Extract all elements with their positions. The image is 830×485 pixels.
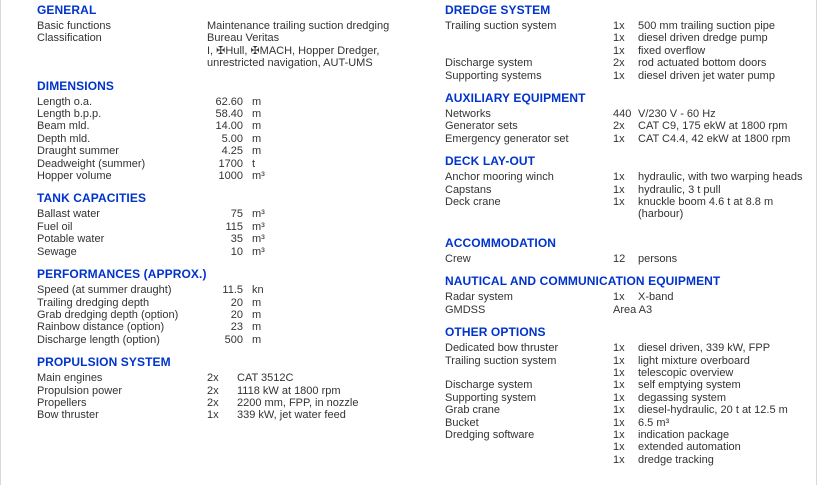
spec-unit: t (252, 157, 256, 170)
spec-value: 20 (230, 296, 243, 309)
section-right-1 (445, 92, 823, 145)
spec-label: Deadweight (summer) (37, 157, 146, 170)
spec-qty: 1x (613, 342, 625, 355)
spec-qty: 2x (207, 384, 219, 397)
spec-row (445, 342, 823, 354)
spec-value: 62.60 (215, 95, 243, 108)
spec-row (37, 57, 432, 69)
spec-text: diesel driven, 339 kW, FPP (638, 342, 771, 355)
spec-unit: m³ (252, 220, 265, 233)
spec-row (37, 45, 432, 57)
section-right-0 (445, 4, 823, 82)
spec-label (445, 367, 613, 379)
spec-label (445, 208, 613, 220)
spec-row (37, 221, 432, 233)
spec-unit: m (252, 333, 262, 346)
spec-label: Bucket (445, 416, 479, 429)
section-heading: DIMENSIONS (37, 78, 115, 93)
section-right-3 (445, 237, 823, 265)
spec-row (37, 96, 432, 108)
spec-label: Basic functions (37, 20, 111, 32)
spec-text: 500 mm trailing suction pipe (638, 20, 775, 32)
section-heading: PERFORMANCES (APPROX.) (37, 267, 207, 282)
spec-unit: m³ (252, 245, 265, 258)
spec-label (37, 57, 207, 69)
spec-label: Hopper volume (37, 170, 112, 183)
section-heading: GENERAL (37, 3, 97, 17)
spec-text: unrestricted navigation, AUT-UMS (207, 57, 373, 70)
spec-value: 23 (230, 321, 243, 334)
section-left-3 (37, 268, 432, 346)
spec-label: Sewage (37, 245, 77, 258)
spec-qty: 1x (613, 379, 625, 392)
spec-row (445, 379, 823, 391)
spec-qty: 1x (613, 32, 625, 45)
section-heading: DECK LAY-OUT (445, 154, 536, 169)
spec-qty: 1x (613, 441, 625, 454)
spec-row (37, 409, 432, 421)
spec-label: Fuel oil (37, 220, 73, 233)
spec-label: Propulsion power (37, 384, 122, 397)
spec-row (445, 70, 823, 82)
spec-text: diesel driven dredge pump (638, 32, 768, 45)
spec-label: Deck crane (445, 196, 501, 209)
spec-label: Draught summer (37, 145, 119, 158)
spec-label: Dedicated bow thruster (445, 342, 559, 355)
spec-qty: Area A3 (613, 303, 653, 316)
spec-label: Radar system (445, 291, 513, 304)
spec-row (445, 441, 823, 453)
spec-qty: 1x (613, 428, 625, 441)
section-heading: TANK CAPACITIES (37, 191, 147, 206)
spec-row (37, 385, 432, 397)
spec-label: Ballast water (37, 208, 100, 221)
spec-text: degassing system (638, 391, 727, 404)
spec-text: hydraulic, 3 t pull (638, 183, 721, 196)
section-left-2 (37, 192, 432, 258)
spec-qty: 1x (613, 391, 625, 404)
spec-row (445, 57, 823, 69)
spec-label: Trailing dredging depth (37, 296, 150, 309)
spec-label (445, 32, 613, 44)
spec-qty: 1x (613, 453, 625, 466)
spec-row (445, 133, 823, 145)
spec-qty: 12 (613, 252, 626, 265)
spec-qty: 1x (613, 44, 625, 57)
spec-unit: m³ (252, 208, 265, 221)
spec-text: CAT C9, 175 ekW at 1800 rpm (638, 120, 788, 133)
spec-text: (harbour) (638, 208, 684, 221)
spec-label: Rainbow distance (option) (37, 321, 165, 334)
spec-label: Depth mld. (37, 132, 91, 145)
spec-qty: 1x (613, 354, 625, 367)
page-left-edge (0, 0, 1, 485)
spec-value: 500 (224, 333, 243, 346)
spec-unit: m (252, 145, 262, 158)
spec-row (445, 108, 823, 120)
spec-unit: m (252, 95, 262, 108)
spec-value: 35 (230, 233, 243, 246)
spec-label (445, 454, 613, 466)
spec-label: Discharge length (option) (37, 333, 160, 346)
spec-label: Discharge system (445, 57, 533, 70)
spec-qty: 440 (613, 108, 632, 121)
spec-row (445, 454, 823, 466)
spec-row (37, 133, 432, 145)
section-heading: ACCOMMODATION (445, 235, 557, 250)
spec-label: Grab crane (445, 404, 501, 417)
spec-qty: 2x (207, 396, 219, 409)
spec-qty: 1x (613, 132, 625, 145)
spec-value: 5.00 (221, 132, 243, 145)
spec-text: I, ✠Hull, ✠MACH, Hopper Dredger, (207, 44, 380, 57)
spec-label: Crew (445, 252, 471, 265)
spec-row (445, 208, 823, 220)
spec-row (445, 304, 823, 316)
spec-value: 20 (230, 308, 243, 321)
spec-unit: m³ (252, 233, 265, 246)
right-column (445, 4, 823, 466)
spec-unit: m (252, 296, 262, 309)
spec-text: fixed overflow (638, 44, 706, 57)
spec-text: CAT 3512C (237, 372, 294, 385)
spec-text: indication package (638, 428, 730, 441)
spec-row (37, 208, 432, 220)
section-heading: DREDGE SYSTEM (445, 3, 551, 17)
spec-unit: m (252, 308, 262, 321)
section-left-1 (37, 80, 432, 183)
spec-row (37, 108, 432, 120)
spec-qty: 2x (207, 372, 219, 385)
spec-text: hydraulic, with two warping heads (638, 171, 803, 184)
spec-label: Discharge system (445, 379, 533, 392)
spec-value: 58.40 (215, 108, 243, 121)
spec-row (445, 253, 823, 265)
left-column (37, 4, 432, 422)
spec-label: Potable water (37, 233, 105, 246)
section-right-5 (445, 326, 823, 466)
spec-label: Emergency generator set (445, 132, 569, 145)
spec-label: Propellers (37, 396, 87, 409)
spec-value: 14.00 (215, 120, 243, 133)
spec-row (37, 284, 432, 296)
spec-row (37, 321, 432, 333)
spec-label (445, 441, 613, 453)
spec-row (37, 233, 432, 245)
spec-unit: m (252, 132, 262, 145)
spec-row (445, 392, 823, 404)
spec-qty: 1x (613, 20, 625, 32)
spec-row (37, 309, 432, 321)
spec-row (445, 184, 823, 196)
section-heading: OTHER OPTIONS (445, 325, 546, 340)
spec-value: 115 (225, 220, 243, 233)
spec-row (445, 367, 823, 379)
spec-label: Speed (at summer draught) (37, 284, 172, 297)
spec-row (37, 20, 432, 32)
spec-text: telescopic overview (638, 366, 734, 379)
spec-value: 1700 (218, 157, 243, 170)
spec-label: Classification (37, 32, 102, 45)
spec-label: Dredging software (445, 428, 535, 441)
spec-row (445, 120, 823, 132)
section-heading: AUXILIARY EQUIPMENT (445, 91, 586, 106)
spec-value: 75 (230, 208, 243, 221)
spec-row (37, 372, 432, 384)
spec-qty: 1x (613, 366, 625, 379)
spec-value: 11.5 (222, 284, 243, 297)
spec-qty (613, 208, 638, 220)
spec-text: Maintenance trailing suction dredging (207, 20, 390, 32)
section-heading: NAUTICAL AND COMMUNICATION EQUIPMENT (445, 274, 721, 289)
spec-text: X-band (638, 291, 674, 304)
spec-qty: 1x (613, 171, 625, 184)
spec-label: GMDSS (445, 303, 486, 316)
spec-label: Supporting systems (445, 69, 542, 82)
spec-label: Trailing suction system (445, 20, 557, 32)
spec-row (37, 158, 432, 170)
spec-row (445, 355, 823, 367)
spec-row (445, 171, 823, 183)
spec-text: rod actuated bottom doors (638, 57, 767, 70)
spec-qty: 2x (613, 57, 625, 70)
spec-text: 2200 mm, FPP, in nozzle (237, 396, 359, 409)
section-right-4 (445, 275, 823, 316)
spec-text: Bureau Veritas (207, 32, 280, 45)
spec-row (37, 32, 432, 44)
spec-label: Length b.p.p. (37, 108, 102, 121)
spec-text: dredge tracking (638, 453, 714, 466)
spec-label: Supporting system (445, 391, 537, 404)
spec-label: Bow thruster (37, 409, 99, 422)
spec-row (37, 397, 432, 409)
spec-text: 6.5 m³ (638, 416, 670, 429)
spec-qty: 1x (613, 69, 625, 82)
spec-label: Anchor mooring winch (445, 171, 554, 184)
spec-row (445, 45, 823, 57)
section-left-4 (37, 356, 432, 422)
spec-row (445, 196, 823, 208)
spec-value: 4.25 (221, 145, 243, 158)
spec-value: 10 (230, 245, 243, 258)
spec-label: Length o.a. (37, 95, 93, 108)
spec-label: Networks (445, 108, 491, 121)
spec-text: knuckle boom 4.6 t at 8.8 m (638, 196, 774, 209)
spec-unit: m (252, 321, 262, 334)
spec-qty: 1x (207, 409, 219, 422)
spec-row (445, 32, 823, 44)
spec-label: Trailing suction system (445, 354, 557, 367)
spec-label (37, 45, 207, 57)
spec-row (37, 170, 432, 182)
spec-row (37, 145, 432, 157)
spec-text: light mixture overboard (638, 354, 750, 367)
spec-text: 1118 kW at 1800 rpm (237, 384, 341, 397)
spec-qty: 1x (613, 291, 625, 304)
section-right-2 (445, 155, 823, 221)
spec-row (445, 404, 823, 416)
spec-unit: m (252, 108, 262, 121)
spec-label: Main engines (37, 372, 103, 385)
spec-qty: 2x (613, 120, 625, 133)
spec-text: CAT C4.4, 42 ekW at 1800 rpm (638, 132, 791, 145)
spec-text: V/230 V - 60 Hz (638, 108, 716, 121)
spec-unit: m (252, 120, 262, 133)
spec-row (445, 20, 823, 32)
spec-row (37, 246, 432, 258)
spec-text: self emptying system (638, 379, 741, 392)
spec-label (445, 45, 613, 57)
spec-label: Capstans (445, 183, 492, 196)
spec-text: persons (638, 252, 678, 265)
spec-row (445, 417, 823, 429)
spec-qty: 1x (613, 183, 625, 196)
spec-qty: 1x (613, 196, 625, 209)
spec-row (445, 291, 823, 303)
spec-qty: 1x (613, 416, 625, 429)
section-left-0 (37, 4, 432, 70)
spec-qty: 1x (613, 404, 625, 417)
spec-text: diesel driven jet water pump (638, 69, 775, 82)
spec-text: diesel-hydraulic, 20 t at 12.5 m (638, 404, 788, 417)
spec-unit: kn (252, 284, 264, 297)
spec-row (37, 297, 432, 309)
spec-row (37, 120, 432, 132)
spec-row (37, 334, 432, 346)
spec-unit: m³ (252, 170, 265, 183)
spec-value: 1000 (218, 170, 243, 183)
spec-row (445, 429, 823, 441)
spec-label: Generator sets (445, 120, 518, 133)
spec-label: Grab dredging depth (option) (37, 308, 179, 321)
spec-label: Beam mld. (37, 120, 90, 133)
section-heading: PROPULSION SYSTEM (37, 355, 171, 370)
spec-text: 339 kW, jet water feed (237, 409, 346, 422)
spec-text: extended automation (638, 441, 741, 454)
